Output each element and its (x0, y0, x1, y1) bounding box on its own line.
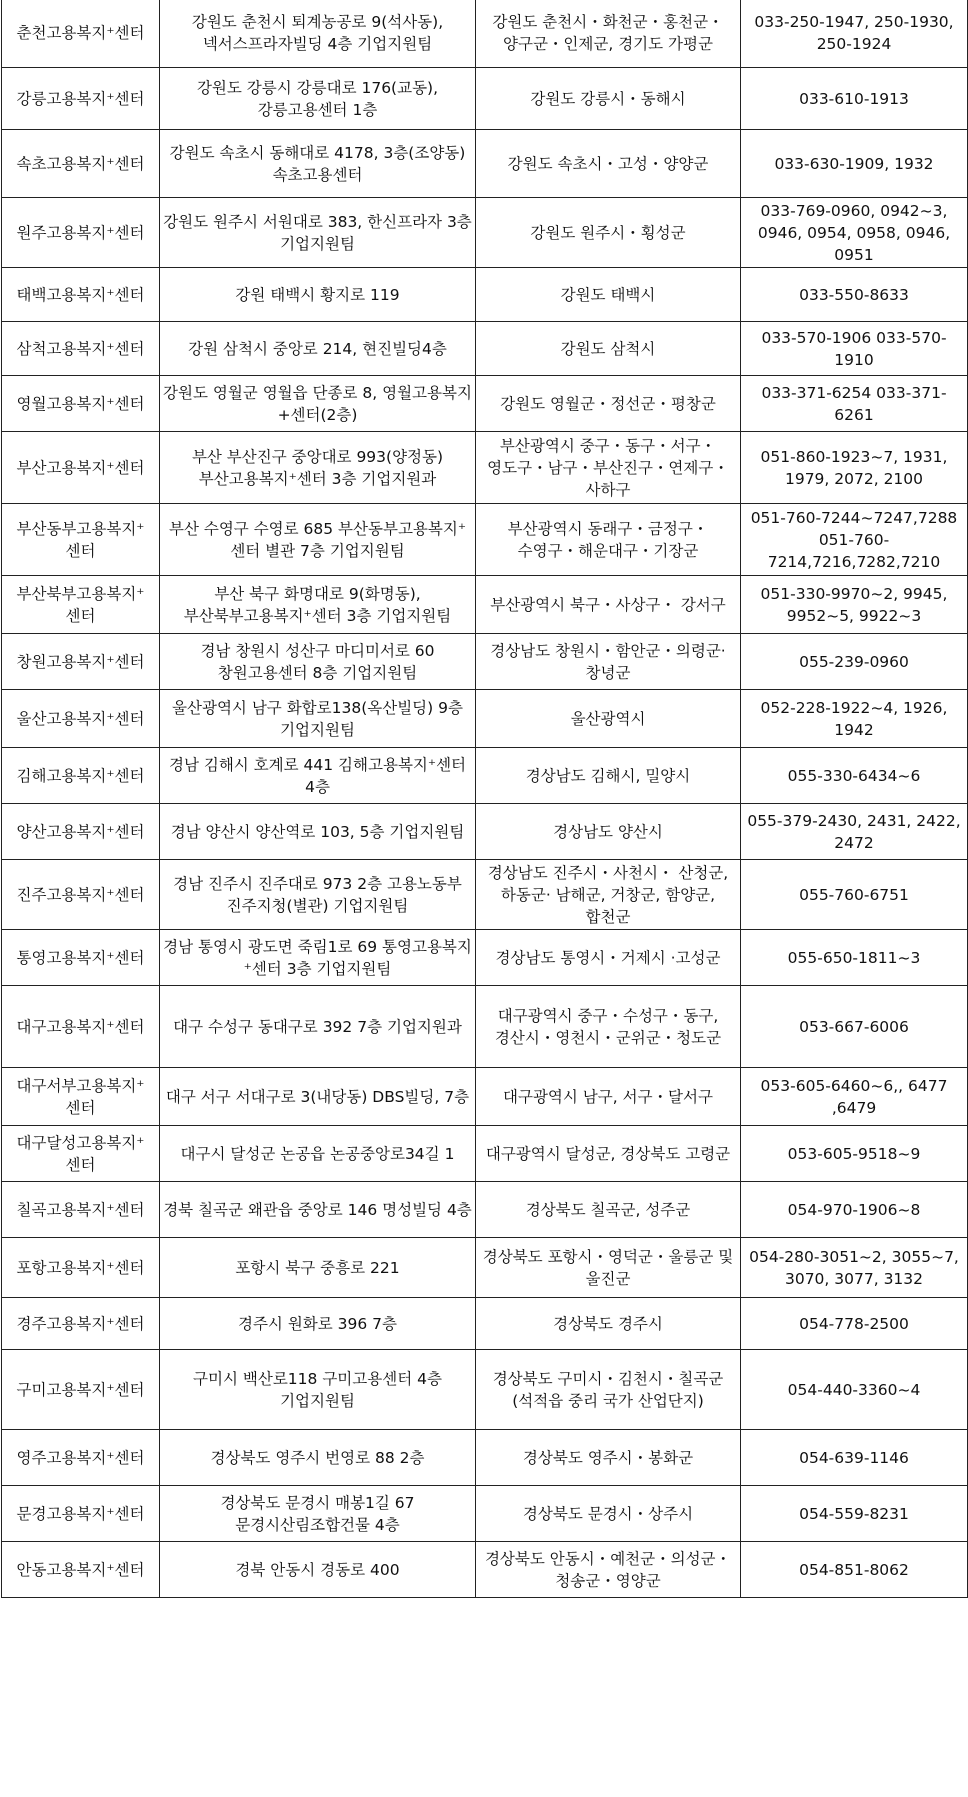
center-suffix: 고용복지⁺센터 (46, 458, 145, 477)
center-suffix: 고용복지⁺센터 (46, 948, 145, 967)
jurisdiction-area: 울산광역시 (570, 709, 646, 728)
center-name-cell (2, 376, 160, 432)
jurisdiction-area: 강원도 태백시 (560, 285, 656, 304)
center-address: 경남 양산시 양산역로 103, 5층 기업지원팀 (170, 822, 465, 841)
address-cell (160, 804, 476, 860)
phone-cell (741, 690, 968, 748)
address-cell (160, 860, 476, 930)
area-cell (476, 1486, 741, 1542)
center-name-cell (2, 860, 160, 930)
area-cell (476, 376, 741, 432)
center-suffix: 고용복지⁺센터 (46, 1258, 145, 1277)
jurisdiction-area: 부산광역시 북구・사상구・ 강서구 (490, 595, 726, 614)
address-cell (160, 0, 476, 68)
phone-number: 051-860-1923~7, 1931, 1979, 2072, 2100 (760, 447, 948, 488)
table-row (2, 1542, 968, 1598)
table-row (2, 322, 968, 376)
center-city: 강릉 (16, 89, 47, 108)
jurisdiction-area: 경상남도 진주시・사천시・ 산청군, 하동군· 남해군, 거창군, 함양군, 합천군 (487, 863, 729, 926)
center-city: 삼척 (16, 339, 47, 358)
center-city: 통영 (16, 948, 47, 967)
center-city: 칠곡 (16, 1200, 47, 1219)
phone-cell (741, 1182, 968, 1238)
center-city: 김해 (16, 766, 47, 785)
center-city: 속초 (16, 154, 47, 173)
area-cell (476, 986, 741, 1068)
phone-cell (741, 1350, 968, 1430)
center-address: 강원도 영월군 영월읍 단종로 8, 영월고용복지+센터(2층) (163, 383, 472, 424)
address-cell (160, 634, 476, 690)
center-name-cell (2, 68, 160, 130)
center-name-cell (2, 0, 160, 68)
jurisdiction-area: 경상남도 통영시・거제시 ·고성군 (495, 948, 721, 967)
center-address: 부산 북구 화명대로 9(화명동), 부산북부고용복지⁺센터 3층 기업지원팀 (183, 584, 452, 625)
area-cell (476, 322, 741, 376)
address-cell (160, 1068, 476, 1126)
area-cell (476, 504, 741, 576)
jurisdiction-area: 대구광역시 달성군, 경상북도 고령군 (485, 1144, 731, 1163)
center-suffix: 고용복지⁺센터 (46, 394, 145, 413)
center-address: 경남 김해시 호계로 441 김해고용복지⁺센터 4층 (168, 755, 467, 796)
phone-number: 033-769-0960, 0942~3, 0946, 0954, 0958, 0946, 0951 (757, 201, 951, 264)
phone-number: 033-610-1913 (799, 89, 909, 108)
center-address: 경북 칠곡군 왜관읍 중앙로 146 명성빌딩 4층 (163, 1200, 472, 1219)
phone-number: 054-778-2500 (799, 1314, 909, 1333)
table-row (2, 1182, 968, 1238)
phone-number: 053-605-6460~6,, 6477 ,6479 (760, 1076, 948, 1117)
center-address: 경상북도 영주시 번영로 88 2층 (210, 1448, 425, 1467)
jurisdiction-area: 강원도 춘천시・화천군・홍천군・양구군・인제군, 경기도 가평군 (492, 12, 724, 53)
center-address: 대구 수성구 동대구로 392 7층 기업지원과 (173, 1017, 462, 1036)
phone-number: 052-228-1922~4, 1926, 1942 (760, 698, 948, 739)
address-cell (160, 504, 476, 576)
phone-cell (741, 1542, 968, 1598)
phone-cell (741, 504, 968, 576)
table-row (2, 504, 968, 576)
center-city: 부산북부 (16, 584, 77, 603)
area-cell (476, 1126, 741, 1182)
center-address: 강원도 춘천시 퇴계농공로 9(석사동), 넥서스프라자빌딩 4층 기업지원팀 (191, 12, 444, 53)
phone-cell (741, 0, 968, 68)
center-name-cell (2, 930, 160, 986)
center-suffix: 고용복지⁺센터 (46, 154, 145, 173)
jurisdiction-area: 경상북도 칠곡군, 성주군 (525, 1200, 691, 1219)
address-cell (160, 1182, 476, 1238)
phone-number: 055-650-1811~3 (787, 948, 921, 967)
jurisdiction-area: 부산광역시 중구・동구・서구・영도구・남구・부산진구・연제구・사하구 (487, 436, 729, 499)
table-row (2, 1486, 968, 1542)
center-suffix: 고용복지⁺센터 (46, 1200, 145, 1219)
table-row (2, 804, 968, 860)
area-cell (476, 1182, 741, 1238)
phone-cell (741, 576, 968, 634)
phone-number: 053-667-6006 (799, 1017, 909, 1036)
address-cell (160, 1126, 476, 1182)
center-city: 태백 (16, 285, 47, 304)
table-row (2, 986, 968, 1068)
phone-number: 055-379-2430, 2431, 2422, 2472 (747, 811, 961, 852)
phone-cell (741, 68, 968, 130)
center-name-cell (2, 1182, 160, 1238)
table-body (2, 0, 968, 1598)
table-row (2, 130, 968, 198)
phone-number: 053-605-9518~9 (787, 1144, 921, 1163)
address-cell (160, 1542, 476, 1598)
phone-cell (741, 748, 968, 804)
center-city: 영주 (16, 1448, 47, 1467)
area-cell (476, 1430, 741, 1486)
center-suffix: 고용복지⁺센터 (46, 1504, 145, 1523)
center-address: 대구 서구 서대구로 3(내당동) DBS빌딩, 7층 (165, 1087, 470, 1106)
jurisdiction-area: 대구광역시 중구・수성구・동구, 경산시・영천시・군위군・청도군 (494, 1006, 722, 1047)
address-cell (160, 376, 476, 432)
employment-centers-table (1, 0, 968, 1598)
phone-number: 054-559-8231 (799, 1504, 909, 1523)
center-suffix: 고용복지⁺센터 (46, 285, 145, 304)
center-suffix: 고용복지⁺센터 (46, 885, 145, 904)
center-name-cell (2, 1298, 160, 1350)
address-cell (160, 432, 476, 504)
jurisdiction-area: 강원도 속초시・고성・양양군 (507, 154, 709, 173)
center-suffix: 고용복지⁺센터 (46, 23, 145, 42)
center-suffix: 고용복지⁺센터 (65, 519, 145, 560)
area-cell (476, 432, 741, 504)
center-city: 대구달성 (16, 1133, 77, 1152)
jurisdiction-area: 강원도 삼척시 (560, 339, 656, 358)
phone-cell (741, 1068, 968, 1126)
jurisdiction-area: 강원도 영월군・정선군・평창군 (500, 394, 716, 413)
address-cell (160, 930, 476, 986)
area-cell (476, 634, 741, 690)
center-city: 영월 (16, 394, 47, 413)
phone-number: 054-639-1146 (799, 1448, 909, 1467)
phone-cell (741, 130, 968, 198)
center-address: 경남 통영시 광도면 죽림1로 69 통영고용복지⁺센터 3층 기업지원팀 (163, 937, 472, 978)
center-suffix: 고용복지⁺센터 (46, 822, 145, 841)
center-address: 경상북도 문경시 매봉1길 67 문경시산림조합건물 4층 (220, 1493, 415, 1534)
area-cell (476, 804, 741, 860)
center-city: 춘천 (16, 23, 47, 42)
center-address: 경북 안동시 경동로 400 (235, 1560, 400, 1579)
address-cell (160, 576, 476, 634)
phone-cell (741, 198, 968, 268)
phone-cell (741, 986, 968, 1068)
area-cell (476, 1542, 741, 1598)
table-row (2, 576, 968, 634)
center-suffix: 고용복지⁺센터 (46, 223, 145, 242)
table-row (2, 68, 968, 130)
center-city: 문경 (16, 1504, 47, 1523)
center-suffix: 고용복지⁺센터 (46, 709, 145, 728)
phone-cell (741, 1430, 968, 1486)
center-suffix: 고용복지⁺센터 (46, 1448, 145, 1467)
center-name-cell (2, 986, 160, 1068)
jurisdiction-area: 경상남도 창원시・함안군・의령군·창녕군 (490, 641, 726, 682)
center-city: 경주 (16, 1314, 47, 1333)
center-address: 강원도 원주시 서원대로 383, 한신프라자 3층 기업지원팀 (163, 212, 472, 253)
address-cell (160, 1298, 476, 1350)
jurisdiction-area: 경상북도 문경시・상주시 (522, 1504, 694, 1523)
center-city: 대구 (16, 1017, 47, 1036)
table-row (2, 1126, 968, 1182)
center-address: 강원도 강릉시 강릉대로 176(교동), 강릉고용센터 1층 (196, 78, 439, 119)
center-suffix: 고용복지⁺센터 (46, 652, 145, 671)
center-suffix: 고용복지⁺센터 (46, 89, 145, 108)
phone-number: 033-570-1906 033-570-1910 (761, 328, 947, 369)
center-city: 대구서부 (16, 1076, 77, 1095)
address-cell (160, 198, 476, 268)
center-name-cell (2, 1350, 160, 1430)
center-city: 양산 (16, 822, 47, 841)
address-cell (160, 130, 476, 198)
area-cell (476, 1298, 741, 1350)
phone-number: 051-760-7244~7247,7288 051-760-7214,7216,7282,7210 (750, 508, 958, 571)
jurisdiction-area: 강원도 원주시・횡성군 (530, 223, 686, 242)
area-cell (476, 198, 741, 268)
address-cell (160, 1430, 476, 1486)
area-cell (476, 576, 741, 634)
center-address: 부산 수영구 수영로 685 부산동부고용복지⁺센터 별관 7층 기업지원팀 (168, 519, 467, 560)
center-address: 포항시 북구 중흥로 221 (235, 1258, 400, 1277)
phone-cell (741, 322, 968, 376)
center-suffix: 고용복지⁺센터 (46, 1380, 145, 1399)
table-row (2, 930, 968, 986)
center-name-cell (2, 432, 160, 504)
table-row (2, 1238, 968, 1298)
center-city: 창원 (16, 652, 47, 671)
center-name-cell (2, 1068, 160, 1126)
table-row (2, 198, 968, 268)
table-row (2, 634, 968, 690)
center-address: 경주시 원화로 396 7층 (237, 1314, 398, 1333)
phone-number: 055-330-6434~6 (787, 766, 921, 785)
center-name-cell (2, 804, 160, 860)
center-name-cell (2, 690, 160, 748)
area-cell (476, 690, 741, 748)
table-row (2, 690, 968, 748)
area-cell (476, 930, 741, 986)
area-cell (476, 860, 741, 930)
area-cell (476, 748, 741, 804)
table-row (2, 432, 968, 504)
center-city: 진주 (16, 885, 47, 904)
center-name-cell (2, 504, 160, 576)
center-suffix: 고용복지⁺센터 (46, 1314, 145, 1333)
center-address: 경남 창원시 성산구 마디미서로 60 창원고용센터 8층 기업지원팀 (200, 641, 435, 682)
phone-cell (741, 930, 968, 986)
center-address: 강원도 속초시 동해대로 4178, 3층(조양동) 속초고용센터 (169, 143, 466, 184)
address-cell (160, 1350, 476, 1430)
center-name-cell (2, 1126, 160, 1182)
phone-cell (741, 1486, 968, 1542)
phone-cell (741, 376, 968, 432)
phone-number: 051-330-9970~2, 9945, 9952~5, 9922~3 (760, 584, 948, 625)
table-row (2, 376, 968, 432)
center-suffix: 고용복지⁺센터 (46, 766, 145, 785)
phone-cell (741, 1298, 968, 1350)
center-address: 강원 삼척시 중앙로 214, 현진빌딩4층 (188, 339, 447, 358)
area-cell (476, 68, 741, 130)
phone-number: 054-970-1906~8 (787, 1200, 921, 1219)
area-cell (476, 1238, 741, 1298)
table-row (2, 268, 968, 322)
table-row (2, 1430, 968, 1486)
center-city: 포항 (16, 1258, 47, 1277)
center-name-cell (2, 576, 160, 634)
table-row (2, 748, 968, 804)
table-row (2, 0, 968, 68)
center-name-cell (2, 1486, 160, 1542)
center-city: 울산 (16, 709, 47, 728)
center-address: 울산광역시 남구 화합로138(옥산빌딩) 9층 기업지원팀 (172, 698, 463, 739)
center-city: 안동 (16, 1560, 47, 1579)
jurisdiction-area: 경상북도 포항시・영덕군・울릉군 및 울진군 (482, 1247, 734, 1288)
address-cell (160, 268, 476, 322)
jurisdiction-area: 강원도 강릉시・동해시 (530, 89, 686, 108)
jurisdiction-area: 경상북도 영주시・봉화군 (522, 1448, 694, 1467)
address-cell (160, 748, 476, 804)
phone-number: 054-851-8062 (799, 1560, 909, 1579)
phone-number: 033-550-8633 (799, 285, 909, 304)
center-name-cell (2, 1238, 160, 1298)
phone-number: 055-239-0960 (799, 652, 909, 671)
center-address: 대구시 달성군 논공읍 논공중앙로34길 1 (180, 1144, 455, 1163)
center-address: 부산 부산진구 중앙대로 993(양정동) 부산고용복지⁺센터 3층 기업지원과 (191, 447, 444, 488)
area-cell (476, 268, 741, 322)
center-name-cell (2, 322, 160, 376)
center-suffix: 고용복지⁺센터 (65, 1133, 145, 1174)
center-name-cell (2, 130, 160, 198)
center-suffix: 고용복지⁺센터 (65, 1076, 145, 1117)
phone-number: 054-280-3051~2, 3055~7, 3070, 3077, 3132 (749, 1247, 959, 1288)
jurisdiction-area: 경상북도 안동시・예천군・의성군・청송군・영양군 (484, 1549, 732, 1590)
area-cell (476, 130, 741, 198)
address-cell (160, 1486, 476, 1542)
center-name-cell (2, 1430, 160, 1486)
phone-number: 033-630-1909, 1932 (774, 154, 934, 173)
area-cell (476, 1068, 741, 1126)
jurisdiction-area: 경상남도 김해시, 밀양시 (525, 766, 691, 785)
jurisdiction-area: 부산광역시 동래구・금정구・수영구・해운대구・기장군 (507, 519, 709, 560)
phone-number: 033-250-1947, 250-1930, 250-1924 (754, 12, 954, 53)
jurisdiction-area: 경상북도 경주시 (553, 1314, 663, 1333)
jurisdiction-area: 대구광역시 남구, 서구・달서구 (503, 1087, 713, 1106)
phone-number: 054-440-3360~4 (787, 1380, 921, 1399)
center-city: 구미 (16, 1380, 47, 1399)
center-name-cell (2, 1542, 160, 1598)
area-cell (476, 1350, 741, 1430)
table-row (2, 1350, 968, 1430)
center-name-cell (2, 634, 160, 690)
address-cell (160, 690, 476, 748)
center-address: 강원 태백시 황지로 119 (235, 285, 400, 304)
phone-cell (741, 1238, 968, 1298)
table-row (2, 1298, 968, 1350)
address-cell (160, 986, 476, 1068)
center-suffix: 고용복지⁺센터 (46, 339, 145, 358)
phone-cell (741, 1126, 968, 1182)
center-address: 구미시 백산로118 구미고용센터 4층 기업지원팀 (193, 1369, 442, 1410)
center-address: 경남 진주시 진주대로 973 2층 고용노동부 진주지청(별관) 기업지원팀 (173, 874, 462, 915)
phone-number: 055-760-6751 (799, 885, 909, 904)
phone-cell (741, 634, 968, 690)
center-suffix: 고용복지⁺센터 (46, 1017, 145, 1036)
area-cell (476, 0, 741, 68)
center-city: 원주 (16, 223, 47, 242)
center-city: 부산 (16, 458, 47, 477)
center-city: 부산동부 (16, 519, 77, 538)
table-row (2, 860, 968, 930)
jurisdiction-area: 경상남도 양산시 (553, 822, 663, 841)
jurisdiction-area: 경상북도 구미시・김천시・칠곡군 (석적읍 중리 국가 산업단지) (492, 1369, 724, 1410)
center-name-cell (2, 268, 160, 322)
phone-cell (741, 860, 968, 930)
center-suffix: 고용복지⁺센터 (46, 1560, 145, 1579)
center-name-cell (2, 748, 160, 804)
center-suffix: 고용복지⁺센터 (65, 584, 145, 625)
center-name-cell (2, 198, 160, 268)
phone-cell (741, 804, 968, 860)
phone-cell (741, 268, 968, 322)
phone-cell (741, 432, 968, 504)
address-cell (160, 322, 476, 376)
address-cell (160, 68, 476, 130)
address-cell (160, 1238, 476, 1298)
phone-number: 033-371-6254 033-371-6261 (761, 383, 947, 424)
table-row (2, 1068, 968, 1126)
